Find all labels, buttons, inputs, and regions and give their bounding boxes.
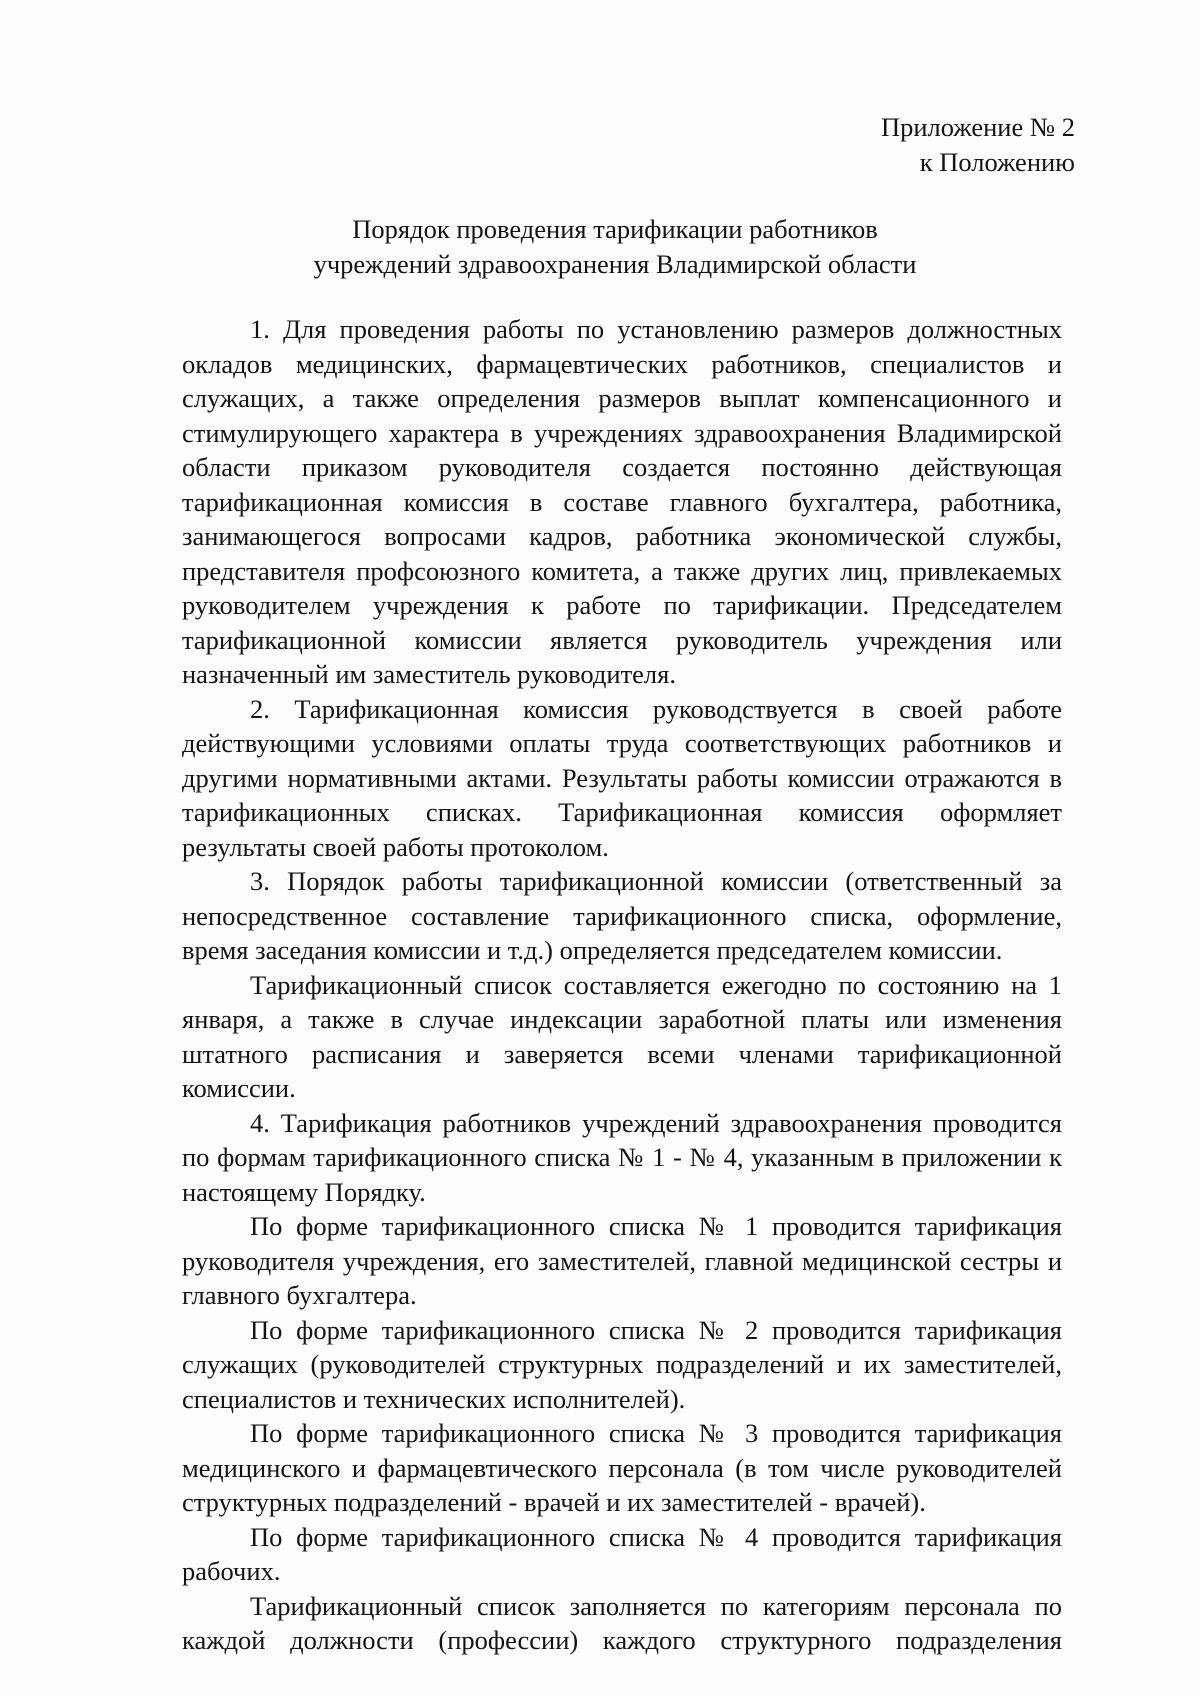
paragraph-2: 2. Тарификационная комиссия руководствуется в своей работе действующими условиями оплаты труда соответствующих работников и другими нормативными актами. Результаты работы комиссии отражаются в тарификационных списках. Тарификационная комиссия оформляет результаты своей работы протоколом. [182, 693, 1062, 862]
paragraph-form-3: По форме тарификационного списка № 3 проводится тарификация медицинского и фармацевтического персонала (в том числе руководителей структурных подразделений - врачей и их заместителей - врачей). [182, 1418, 1062, 1517]
appendix-note [881, 110, 1075, 179]
appendix-number: Приложение № 2 [880, 112, 1075, 142]
document-body [182, 312, 1062, 1658]
title-line-2: учреждений здравоохранения Владимирской области [313, 248, 917, 279]
document-title [175, 212, 1055, 281]
appendix-reference: к Положению [919, 146, 1075, 177]
paragraph-3-continued: Тарификационный список составляется ежегодно по состоянию на 1 января, а также в случае индексации заработной платы или изменения штатного расписания и заверяется всеми членами тарификационной комиссии. [182, 969, 1062, 1103]
paragraph-1: 1. Для проведения работы по установлению размеров должностных окладов медицинских, фармацевтических работников, специалистов и служащих, а также определения размеров выплат компенсационного и стимулирующего характера в учреждениях здравоохранения Владимирской области приказом руководителя создается постоянно действующая тарификационная комиссия в составе главного бухгалтера, работника, занимающегося вопросами кадров, работника экономической службы, представителя профсоюзного комитета, а также других лиц, привлекаемых руководителем учреждения к работе по тарификации. Председателем тарификационной комиссии является руководитель учреждения или назначенный им заместитель руководителя. [182, 314, 1062, 689]
paragraph-form-2: По форме тарификационного списка № 2 проводится тарификация служащих (руководителей структурных подразделений и их заместителей, специалистов и технических исполнителей). [182, 1314, 1062, 1414]
title-line-1: Порядок проведения тарификации работников [352, 214, 878, 244]
paragraph-form-1: По форме тарификационного списка № 1 проводится тарификация руководителя учреждения, его заместителей, главной медицинской сестры и главного бухгалтера. [182, 1211, 1062, 1310]
paragraph-form-4: По форме тарификационного списка № 4 проводится тарификация рабочих. [182, 1521, 1062, 1586]
paragraph-3: 3. Порядок работы тарификационной комиссии (ответственный за непосредственное составление тарификационного списка, оформление, время заседания комиссии и т.д.) определяется председателем комиссии. [182, 866, 1062, 965]
paragraph-4: 4. Тарификация работников учреждений здравоохранения проводится по формам тарификационного списка № 1 - № 4, указанным в приложении к настоящему Порядку. [182, 1107, 1062, 1207]
paragraph-list-filling: Тарификационный список заполняется по категориям персонала по каждой должности (профессии) каждого структурного подразделения [182, 1590, 1062, 1655]
